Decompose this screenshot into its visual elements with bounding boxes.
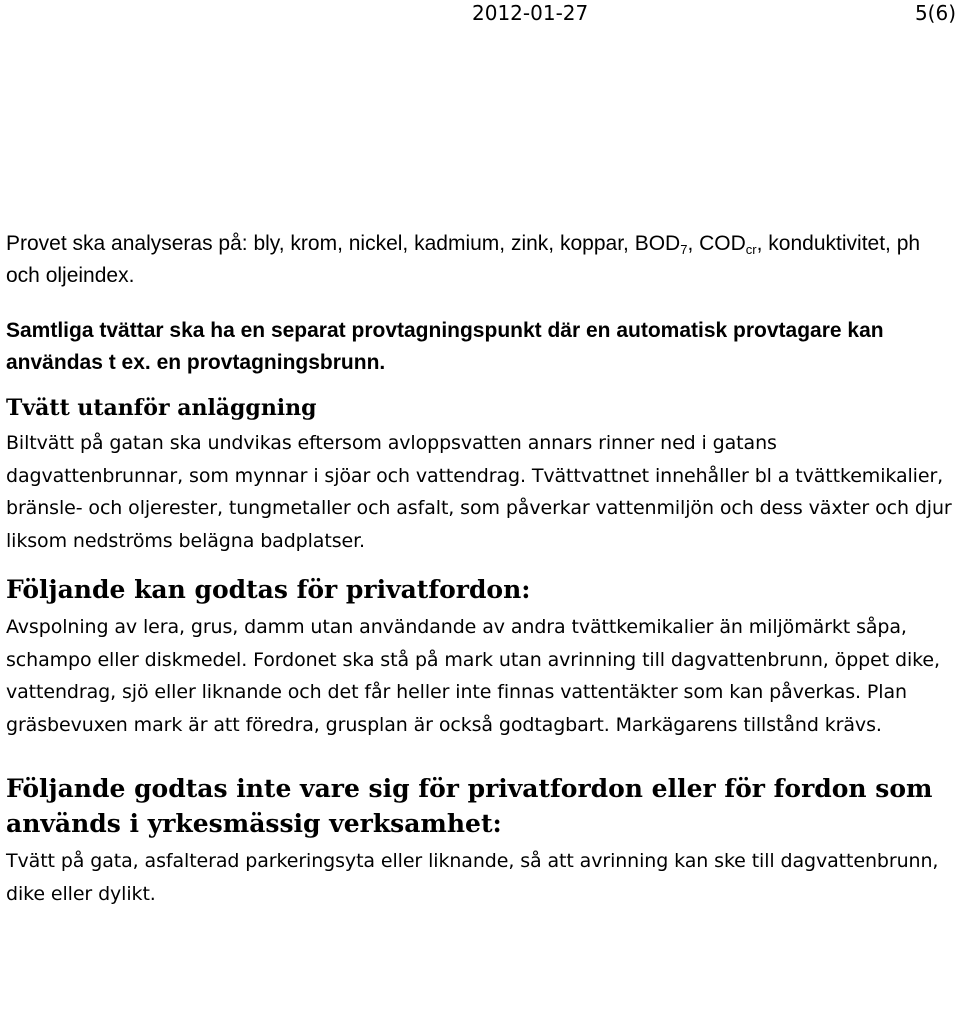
section-body-not-allowed: Tvätt på gata, asfalterad parkeringsyta eller liknande, så att avrinning kan ske till dagvattenbrunn, dike eller dylikt. — [6, 850, 939, 905]
sampling-point-note: Samtliga tvättar ska ha en separat provtagningspunkt där en automatisk provtagare kan användas t ex. en provtagningsbrunn. — [6, 319, 884, 374]
section-body-outside-wash: Biltvätt på gatan ska undvikas eftersom avloppsvatten annars rinner ned i gatans dagvattenbrunnar, som mynnar i sjöar och vattendrag. Tvättvattnet innehåller bl a tvättkemikalier, bränsle- och oljerester, tungmetaller och asfalt, som påverkar vattenmiljön och dess växter och djur liksom nedströms belägna badplatser. — [6, 432, 952, 552]
document-body — [6, 228, 956, 910]
analysis-paragraph — [6, 228, 956, 292]
section-body-private-allowed: Avspolning av lera, grus, damm utan användande av andra tvättkemikalier än miljömärkt såpa, schampo eller diskmedel. Fordonet ska stå på mark utan avrinning till dagvattenbrunn, öppet dike, vattendrag, sjö eller liknande och det får heller inte finnas vattentäkter som kan påverkas. Plan gräsbevuxen mark är att föredra, grusplan är också godtagbart. Markägarens tillstånd krävs. — [6, 616, 940, 736]
section-heading-outside-wash: Tvätt utanför anläggning — [6, 395, 317, 421]
analysis-text-1: Provet ska analyseras på: bly, krom, nickel, kadmium, zink, koppar, BOD — [6, 232, 681, 255]
page-header — [0, 0, 960, 40]
analysis-text-2: , COD — [687, 232, 746, 255]
cod-subscript: cr — [745, 242, 757, 257]
page-number: 5(6) — [914, 1, 956, 25]
header-date: 2012-01-27 — [472, 1, 589, 25]
section-heading-private-allowed: Följande kan godtas för privatfordon: — [6, 575, 531, 604]
bod-subscript: 7 — [680, 242, 688, 257]
analysis-text-3: , konduktivitet, ph och oljeindex. — [6, 232, 921, 287]
section-heading-not-allowed: Följande godtas inte vare sig för privatfordon eller för fordon som används i yrkesmässig verksamhet: — [6, 774, 933, 838]
